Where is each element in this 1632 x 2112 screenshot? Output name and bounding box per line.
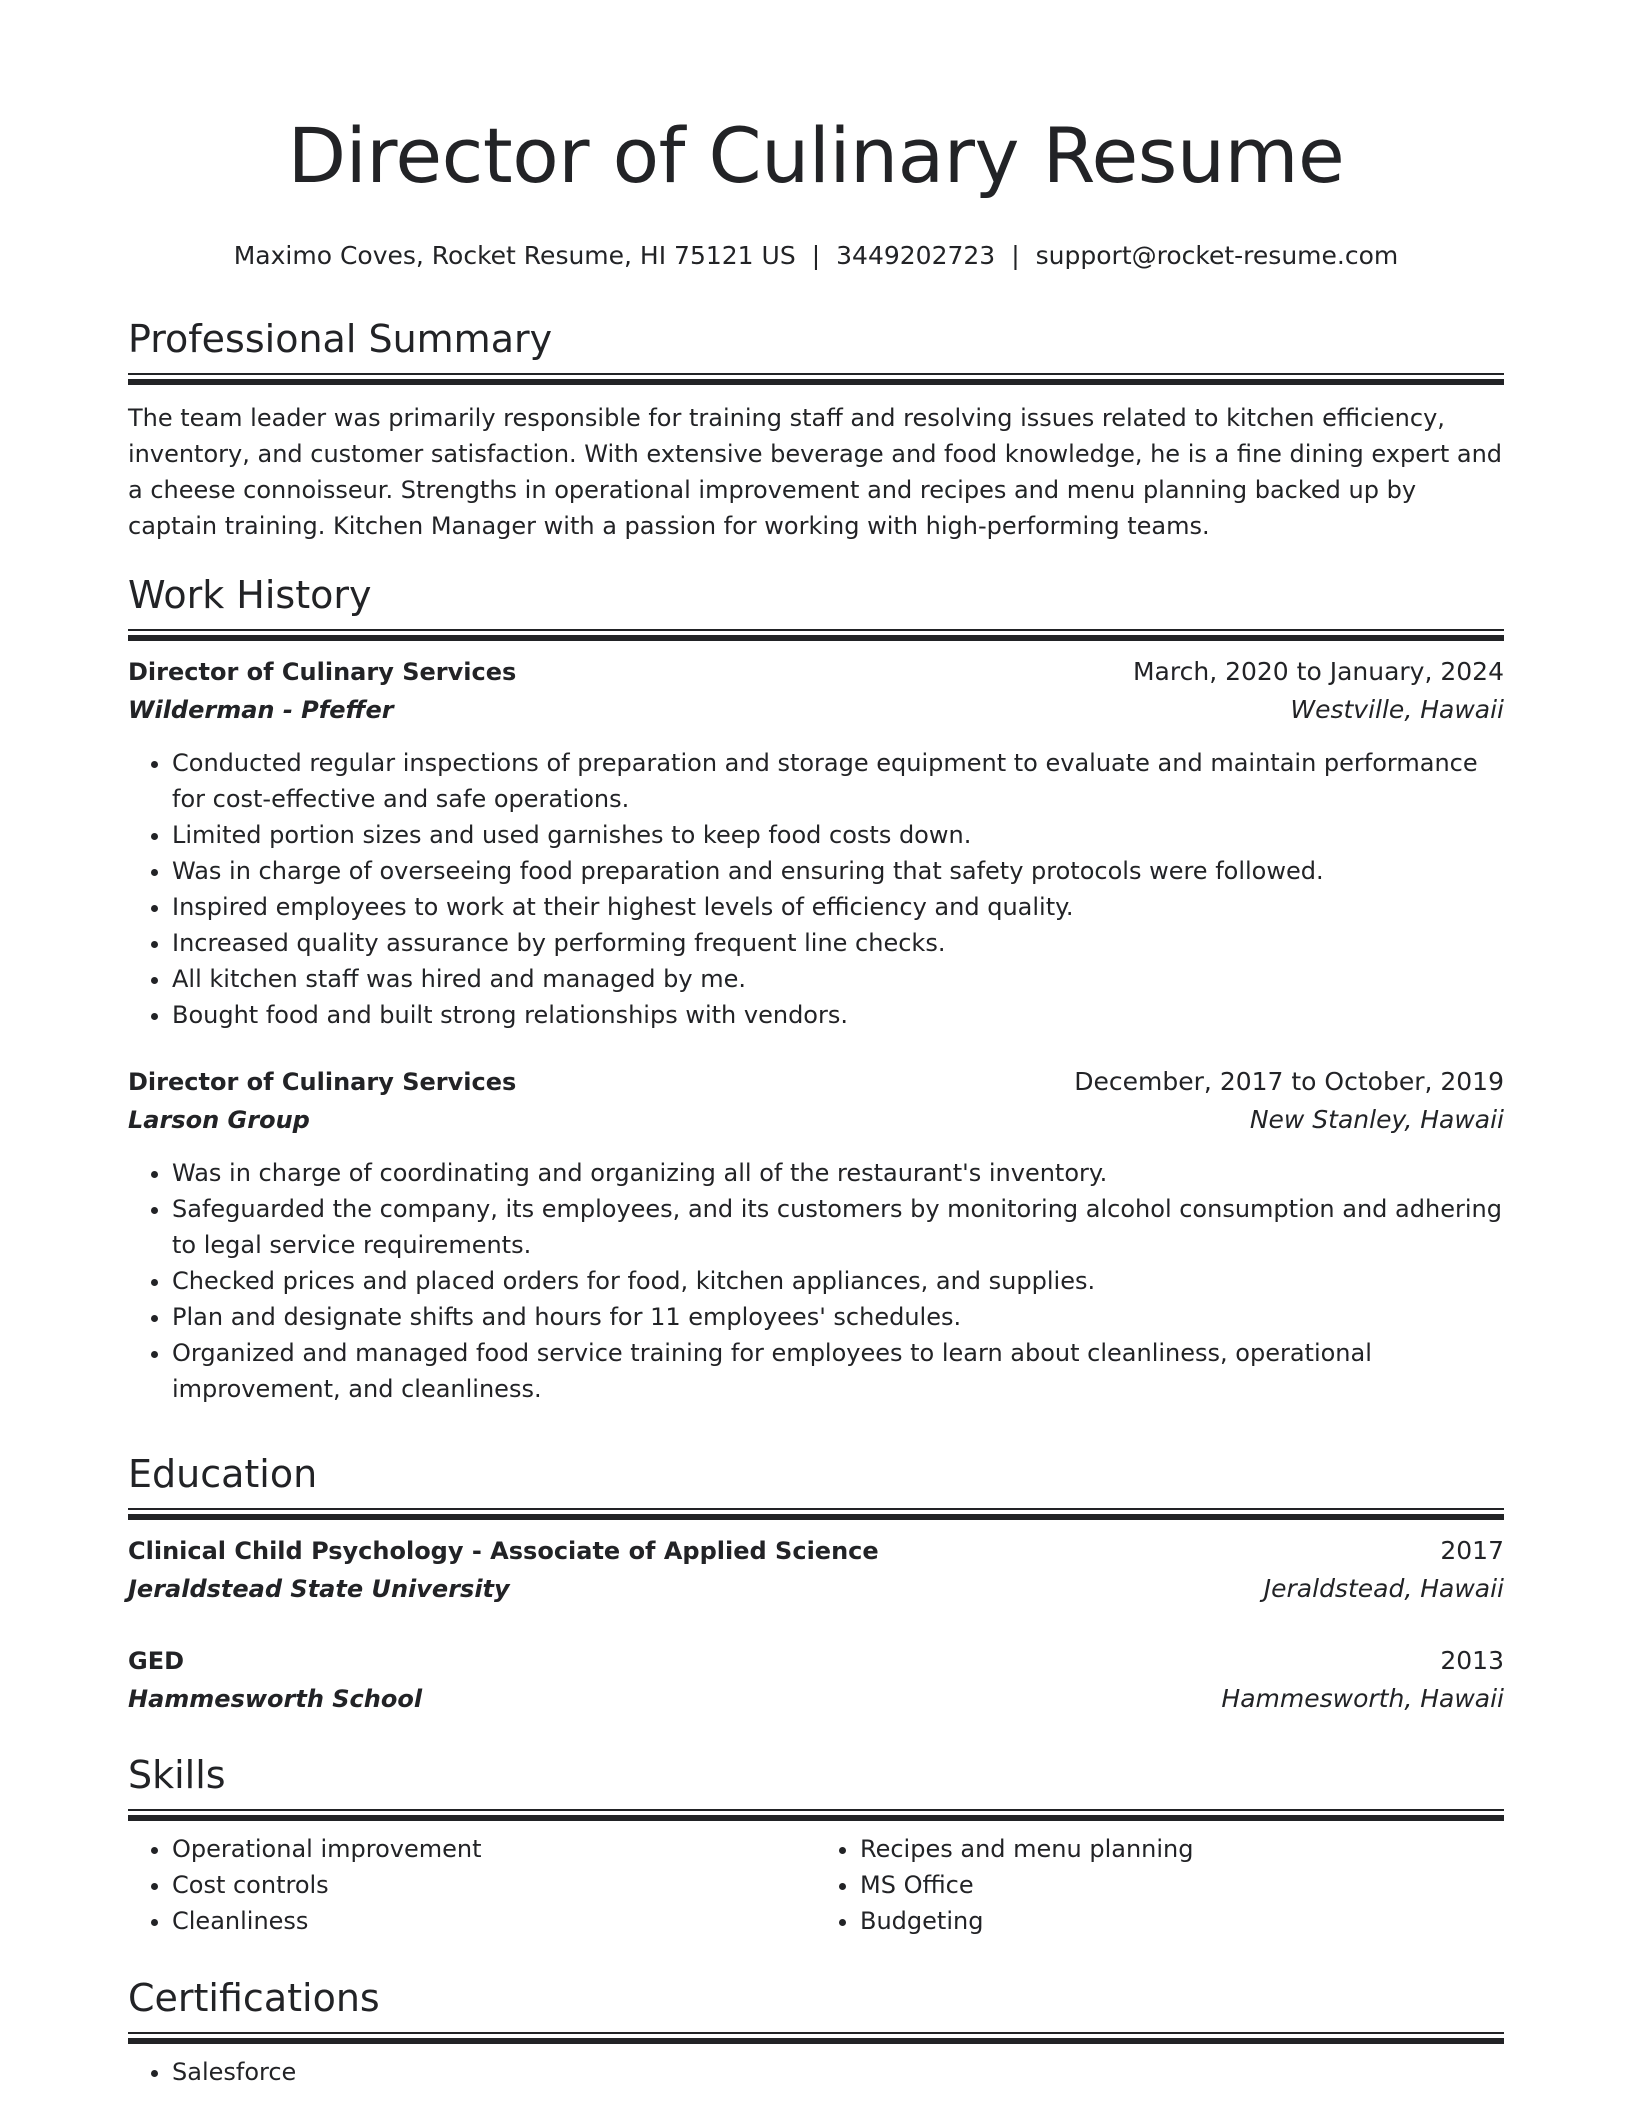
section-heading-certifications: Certifications <box>128 1976 380 2020</box>
education-degree: Clinical Child Psychology - Associate of Applied Science <box>128 1537 879 1565</box>
education-section <box>128 1452 1504 1718</box>
education-entry <box>128 1642 1504 1718</box>
summary-section <box>128 317 1504 544</box>
list-item: • All kitchen staff was hired and managed by me. <box>172 961 1504 997</box>
job-entry <box>128 653 1504 1033</box>
job-company: Wilderman - Pfeffer <box>128 696 394 724</box>
section-divider <box>128 1508 1504 1520</box>
certification-item: • Salesforce <box>172 2054 1504 2090</box>
skill-item: • Cleanliness <box>172 1903 816 1939</box>
skill-item: • MS Office <box>860 1867 1504 1903</box>
section-heading-education: Education <box>128 1452 318 1496</box>
section-divider <box>128 2032 1504 2044</box>
skills-column-left <box>128 1831 816 1939</box>
job-duties-list <box>128 1155 1504 1407</box>
job-location: New Stanley, Hawaii <box>1249 1105 1504 1134</box>
list-item: • Limited portion sizes and used garnishes to keep food costs down. <box>172 817 1504 853</box>
job-company: Larson Group <box>128 1106 310 1134</box>
section-heading-skills: Skills <box>128 1753 226 1797</box>
skill-item: • Recipes and menu planning <box>860 1831 1504 1867</box>
section-divider <box>128 629 1504 641</box>
contact-email: support@rocket-resume.com <box>1035 241 1399 270</box>
education-school: Jeraldstead State University <box>128 1575 510 1603</box>
skill-item: • Operational improvement <box>172 1831 816 1867</box>
job-location: Westville, Hawaii <box>1290 695 1504 724</box>
job-title: Director of Culinary Services <box>128 1068 517 1096</box>
list-item: • Safeguarded the company, its employees, and its customers by monitoring alcohol consumption and adhering to legal service requirements. <box>172 1191 1504 1263</box>
skill-item: • Budgeting <box>860 1903 1504 1939</box>
contact-separator: | <box>811 241 821 270</box>
education-year: 2013 <box>1440 1646 1504 1675</box>
job-entry <box>128 1063 1504 1407</box>
section-divider <box>128 373 1504 385</box>
contact-phone: 3449202723 <box>836 241 996 270</box>
section-divider <box>128 1809 1504 1821</box>
job-dates: December, 2017 to October, 2019 <box>1074 1067 1504 1096</box>
skills-section <box>128 1753 1504 1939</box>
skill-item: • Cost controls <box>172 1867 816 1903</box>
list-item: • Bought food and built strong relationships with vendors. <box>172 997 1504 1033</box>
education-entry <box>128 1532 1504 1608</box>
contact-line <box>128 241 1504 271</box>
list-item: • Plan and designate shifts and hours for 11 employees' schedules. <box>172 1299 1504 1335</box>
summary-text: The team leader was primarily responsible for training staff and resolving issues related to kitchen efficiency, inventory, and customer satisfaction. With extensive beverage and food knowledge, he is a fine dining expert and a cheese connoisseur. Strengths in operational improvement and recipes and menu planning backed up by captain training. Kitchen Manager with a passion for working with high-performing teams. <box>128 404 1503 540</box>
list-item: • Was in charge of overseeing food preparation and ensuring that safety protocols were followed. <box>172 853 1504 889</box>
skills-list <box>128 1831 1504 1939</box>
job-duties-list <box>128 745 1504 1033</box>
certifications-section <box>128 1976 1504 2090</box>
education-school: Hammesworth School <box>128 1685 423 1713</box>
page-title: Director of Culinary Resume <box>287 111 1345 200</box>
list-item: • Checked prices and placed orders for food, kitchen appliances, and supplies. <box>172 1263 1504 1299</box>
section-heading-summary: Professional Summary <box>128 317 553 361</box>
list-item: • Increased quality assurance by performing frequent line checks. <box>172 925 1504 961</box>
education-location: Hammesworth, Hawaii <box>1221 1684 1504 1713</box>
education-year: 2017 <box>1440 1536 1504 1565</box>
work-history-section <box>128 573 1504 1407</box>
job-title: Director of Culinary Services <box>128 658 517 686</box>
certifications-list <box>128 2054 1504 2090</box>
contact-address: Maximo Coves, Rocket Resume, HI 75121 US <box>233 241 796 270</box>
education-degree: GED <box>128 1647 185 1675</box>
list-item: • Inspired employees to work at their highest levels of efficiency and quality. <box>172 889 1504 925</box>
list-item: • Was in charge of coordinating and organizing all of the restaurant's inventory. <box>172 1155 1504 1191</box>
list-item: • Organized and managed food service training for employees to learn about cleanliness, operational improvement, and cleanliness. <box>172 1335 1504 1407</box>
section-heading-work: Work History <box>128 573 372 617</box>
skills-column-right <box>816 1831 1504 1939</box>
job-dates: March, 2020 to January, 2024 <box>1132 657 1504 686</box>
contact-separator: | <box>1011 241 1020 270</box>
list-item: • Conducted regular inspections of preparation and storage equipment to evaluate and maintain performance for cost-effective and safe operations. <box>172 745 1504 817</box>
education-location: Jeraldstead, Hawaii <box>1263 1574 1504 1603</box>
